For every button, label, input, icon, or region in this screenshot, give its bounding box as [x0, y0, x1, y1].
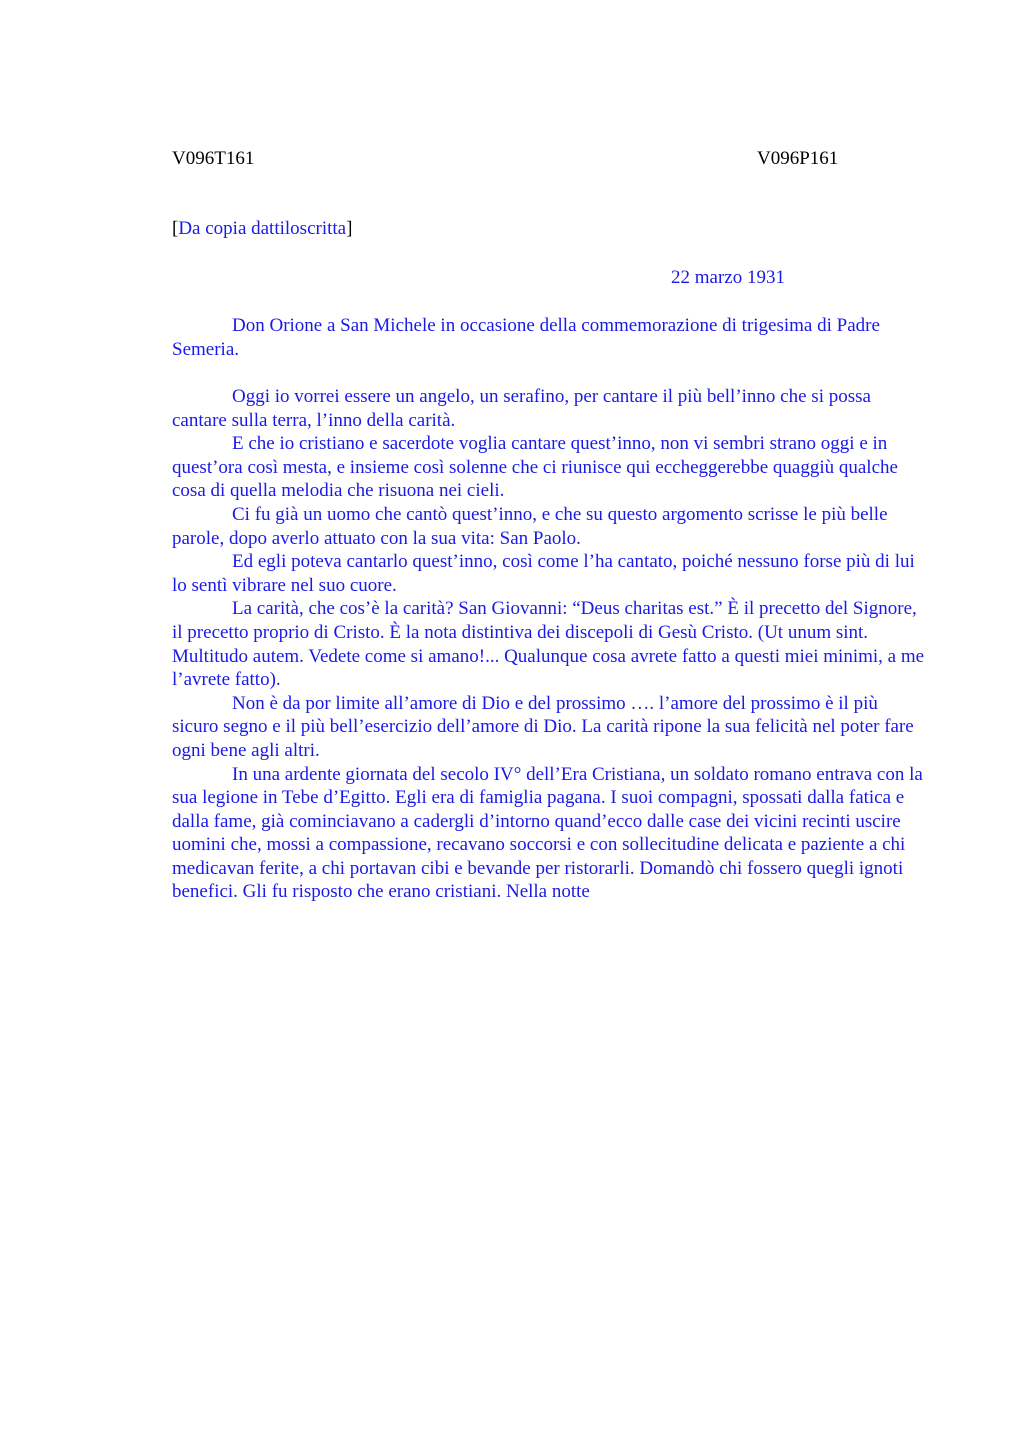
- source-note-open-bracket: [: [172, 218, 179, 239]
- body-paragraph: Ci fu già un uomo che cantò quest’inno, e che su questo argomento scrisse le più belle parole, dopo averlo attuato con la sua vita: San Paolo.: [172, 503, 888, 549]
- body-paragraph: Ed egli poteva cantarlo quest’inno, così come l’ha cantato, poiché nessuno forse più di lui lo sentì vibrare nel suo cuore.: [172, 551, 915, 596]
- body-paragraph: La carità, che cos’è la carità? San Giovanni: “Deus charitas est.” È il precetto del Signore, il precetto proprio di Cristo. È la nota distintiva dei discepoli di Gesù Cristo. (Ut unum sint. Multitudo autem. Vedete come si amano!... Qualunque cosa avrete fatto a questi miei minimi, a me l’avrete fatto).: [172, 598, 925, 691]
- source-note: [172, 218, 352, 240]
- intro-paragraph: Don Orione a San Michele in occasione della commemorazione di trigesima di Padre Semeria.: [172, 315, 880, 360]
- body-paragraph: Oggi io vorrei essere un angelo, un serafino, per cantare il più bell’inno che si possa cantare sulla terra, l’inno della carità.: [172, 386, 871, 431]
- document-date: 22 marzo 1931: [671, 267, 785, 288]
- body-text: [172, 385, 927, 904]
- document-code-right: V096P161: [757, 148, 839, 169]
- source-note-text: Da copia dattiloscritta: [178, 218, 347, 239]
- document-code-left: V096T161: [172, 148, 255, 169]
- source-note-close-bracket: ]: [346, 218, 353, 239]
- body-paragraph: In una ardente giornata del secolo IV° dell’Era Cristiana, un soldato romano entrava con la sua legione in Tebe d’Egitto. Egli era di famiglia pagana. I suoi compagni, spossati dalla fatica e dalla fame, già cominciavano a cadergli d’intorno quand’ecco dalle case dei vicini recinti uscire uomini che, mossi a compassione, recavano soccorsi e con sollecitudine delicata e paziente a chi medicavan ferite, a chi portavan cibi e bevande per ristorarli. Domandò chi fossero quegli ignoti benefici. Gli fu risposto che erano cristiani. Nella notte: [172, 763, 923, 903]
- body-paragraph: Non è da por limite all’amore di Dio e del prossimo …. l’amore del prossimo è il più sicuro segno e il più bell’esercizio dell’amore di Dio. La carità ripone la sua felicità nel poter fare ogni bene agli altri.: [172, 692, 914, 761]
- body-paragraph: E che io cristiano e sacerdote voglia cantare quest’inno, non vi sembri strano oggi e in quest’ora così mesta, e insieme così solenne che ci riunisce qui eccheggerebbe quaggiù qualche cosa di quella melodia che risuona nei cieli.: [172, 433, 898, 502]
